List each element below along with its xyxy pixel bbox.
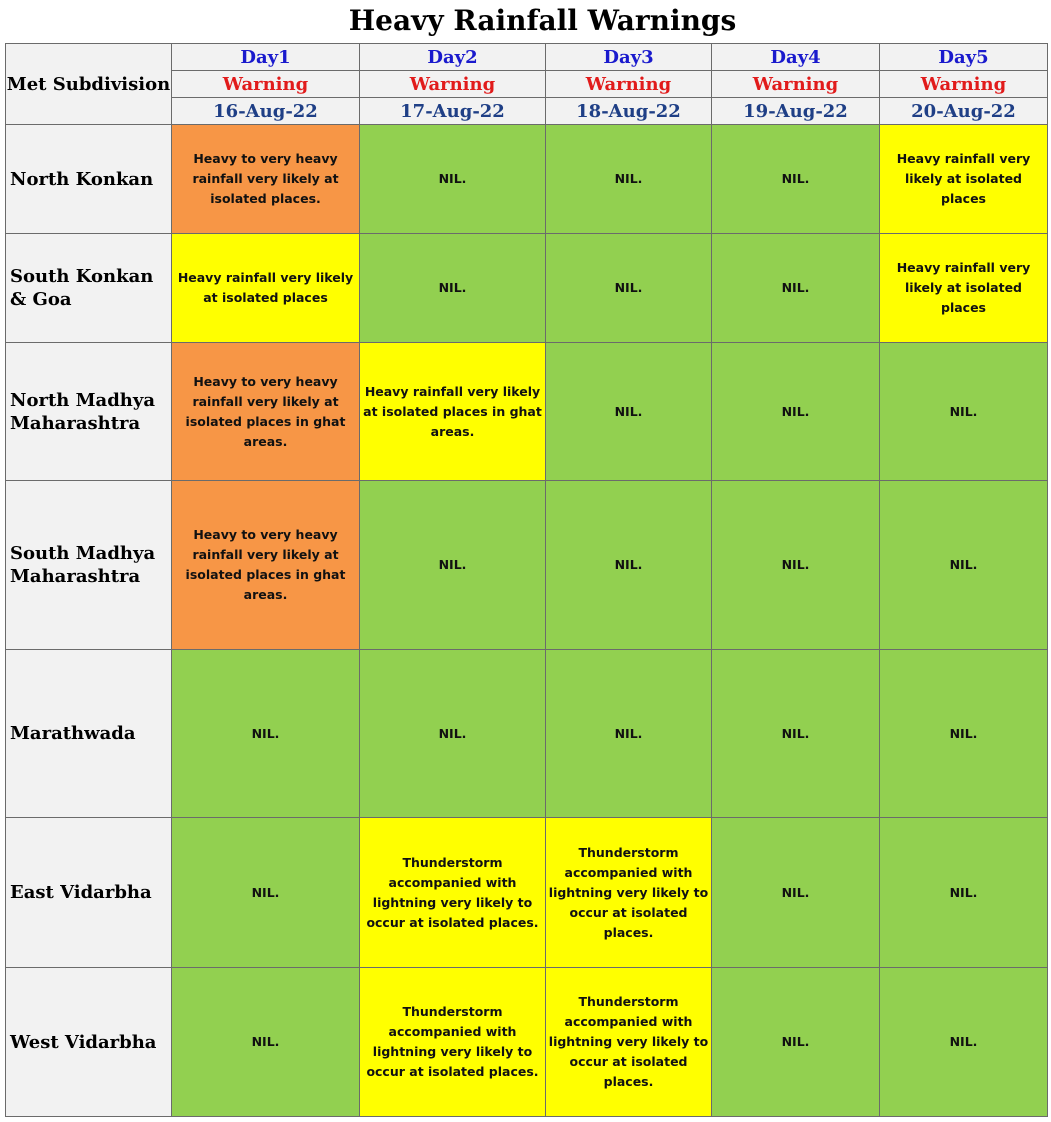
warnings-table bbox=[5, 43, 1048, 1117]
warning-cell: NIL. bbox=[880, 968, 1048, 1117]
warning-cell: NIL. bbox=[360, 125, 546, 234]
warning-cell: Thunderstorm accompanied with lightning very likely to occur at isolated places. bbox=[360, 818, 546, 968]
warning-cell: NIL. bbox=[172, 650, 360, 818]
day-label: Day4 bbox=[712, 44, 880, 71]
warning-cell: NIL. bbox=[712, 968, 880, 1117]
day-label: Day2 bbox=[360, 44, 546, 71]
table-row bbox=[6, 343, 1048, 481]
region-name: North Madhya Maharashtra bbox=[6, 343, 172, 481]
warning-label: Warning bbox=[546, 71, 712, 98]
day-label: Day5 bbox=[880, 44, 1048, 71]
warning-label: Warning bbox=[360, 71, 546, 98]
table-row bbox=[6, 125, 1048, 234]
region-name: Marathwada bbox=[6, 650, 172, 818]
warning-cell: NIL. bbox=[880, 650, 1048, 818]
warning-cell: NIL. bbox=[546, 650, 712, 818]
page-title: Heavy Rainfall Warnings bbox=[348, 4, 737, 37]
region-name: North Konkan bbox=[6, 125, 172, 234]
table-row bbox=[6, 650, 1048, 818]
met-subdivision-header: Met Subdivision bbox=[6, 44, 172, 125]
warning-cell: Heavy rainfall very likely at isolated places bbox=[880, 125, 1048, 234]
warning-cell: NIL. bbox=[360, 481, 546, 650]
table-row bbox=[6, 234, 1048, 343]
date-label: 19-Aug-22 bbox=[712, 98, 880, 125]
date-label: 18-Aug-22 bbox=[546, 98, 712, 125]
warning-cell: NIL. bbox=[360, 650, 546, 818]
warning-cell: Thunderstorm accompanied with lightning very likely to occur at isolated places. bbox=[546, 968, 712, 1117]
warning-cell: NIL. bbox=[880, 481, 1048, 650]
warning-cell: NIL. bbox=[712, 481, 880, 650]
day-label: Day1 bbox=[172, 44, 360, 71]
warning-cell: Heavy to very heavy rainfall very likely at isolated places in ghat areas. bbox=[172, 481, 360, 650]
date-label: 16-Aug-22 bbox=[172, 98, 360, 125]
warning-cell: Heavy rainfall very likely at isolated places in ghat areas. bbox=[360, 343, 546, 481]
region-name: West Vidarbha bbox=[6, 968, 172, 1117]
warning-cell: NIL. bbox=[360, 234, 546, 343]
warning-cell: NIL. bbox=[712, 818, 880, 968]
warning-cell: Heavy to very heavy rainfall very likely at isolated places. bbox=[172, 125, 360, 234]
warning-cell: Thunderstorm accompanied with lightning very likely to occur at isolated places. bbox=[546, 818, 712, 968]
table-row bbox=[6, 481, 1048, 650]
region-name: South Konkan & Goa bbox=[6, 234, 172, 343]
warning-cell: NIL. bbox=[546, 481, 712, 650]
warning-cell: Thunderstorm accompanied with lightning very likely to occur at isolated places. bbox=[360, 968, 546, 1117]
table-row bbox=[6, 818, 1048, 968]
header-row-day bbox=[6, 44, 1048, 71]
warning-cell: NIL. bbox=[546, 343, 712, 481]
warning-label: Warning bbox=[172, 71, 360, 98]
date-label: 20-Aug-22 bbox=[880, 98, 1048, 125]
warning-cell: NIL. bbox=[546, 234, 712, 343]
warning-cell: Heavy to very heavy rainfall very likely at isolated places in ghat areas. bbox=[172, 343, 360, 481]
warning-cell: NIL. bbox=[880, 818, 1048, 968]
warning-label: Warning bbox=[880, 71, 1048, 98]
warning-cell: Heavy rainfall very likely at isolated places bbox=[880, 234, 1048, 343]
warning-cell: NIL. bbox=[712, 343, 880, 481]
warning-cell: Heavy rainfall very likely at isolated places bbox=[172, 234, 360, 343]
warning-cell: NIL. bbox=[712, 234, 880, 343]
warning-cell: NIL. bbox=[172, 968, 360, 1117]
warning-cell: NIL. bbox=[172, 818, 360, 968]
warning-label: Warning bbox=[712, 71, 880, 98]
date-label: 17-Aug-22 bbox=[360, 98, 546, 125]
table-row bbox=[6, 968, 1048, 1117]
warning-cell: NIL. bbox=[880, 343, 1048, 481]
warning-cell: NIL. bbox=[712, 650, 880, 818]
region-name: South Madhya Maharashtra bbox=[6, 481, 172, 650]
warning-cell: NIL. bbox=[712, 125, 880, 234]
day-label: Day3 bbox=[546, 44, 712, 71]
warning-cell: NIL. bbox=[546, 125, 712, 234]
region-name: East Vidarbha bbox=[6, 818, 172, 968]
